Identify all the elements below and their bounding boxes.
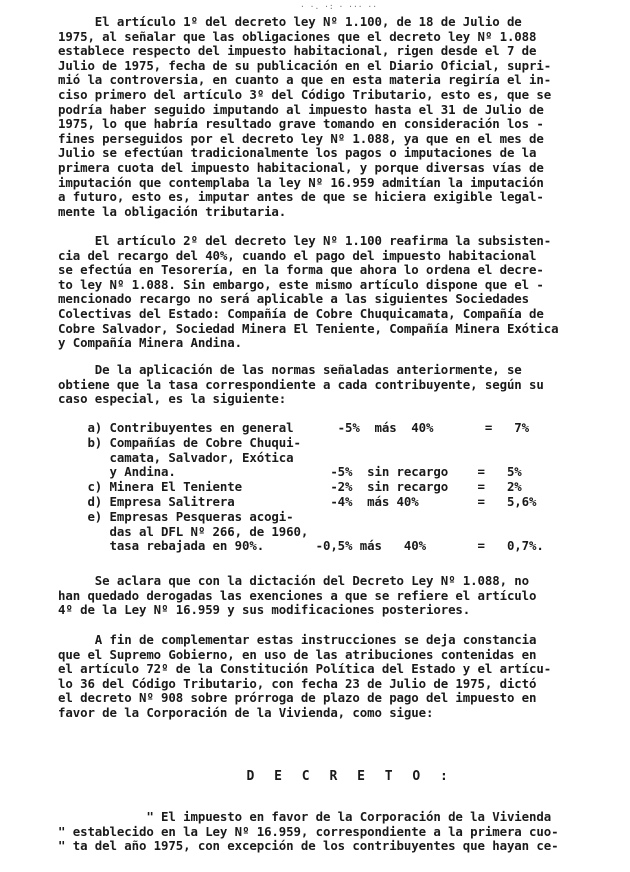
- text-line: A fin de complementar estas instrucciones se deja constancia: [58, 632, 537, 647]
- text-line: das al DFL Nº 266, de 1960,: [58, 523, 309, 539]
- text-line: han quedado derogadas las exenciones a que se refiere el artículo: [58, 587, 537, 603]
- text-line: a futuro, esto es, imputar antes de que se hiciera exigible legal-: [58, 189, 544, 205]
- text-line: Julio se efectúan tradicionalmente los pagos o imputaciones de la: [58, 145, 537, 161]
- text-line: mió la controversia, en cuanto a que en esta materia regiría el in-: [58, 72, 552, 88]
- text-line: mencionado recargo no será aplicable a las siguientes Sociedades: [58, 291, 530, 307]
- text-line: El artículo 2º del decreto ley Nº 1.100 reafirma la subsisten-: [58, 233, 552, 248]
- text-line: camata, Salvador, Exótica: [58, 449, 294, 465]
- text-line: b) Compañías de Cobre Chuqui-: [58, 434, 301, 450]
- text-line: el decreto Nº 908 sobre prórroga de plazo de pago del impuesto en: [58, 690, 537, 706]
- text-line: favor de la Corporación de la Vivienda, como sigue:: [58, 705, 434, 720]
- text-line: Colectivas del Estado: Compañía de Cobre Chuquicamata, Compañía de: [58, 306, 544, 321]
- text-line: 4º de la Ley Nº 16.959 y sus modificaciones posteriores.: [58, 602, 471, 618]
- heading-text: D E C R E T O :: [205, 769, 454, 784]
- text-line: " El impuesto en favor de la Corporación de la Vivienda: [58, 809, 552, 824]
- text-line: El artículo 1º del decreto ley Nº 1.100, de 18 de Julio de: [58, 14, 522, 29]
- text-line: fines perseguidos por el decreto ley Nº 1.088, ya que en el mes de: [58, 130, 544, 146]
- text-line: cia del recargo del 40%, cuando el pago del impuesto habitacional: [58, 247, 537, 263]
- text-line: Cobre Salvador, Sociedad Minera El Teniente, Compañía Minera Exótica: [58, 320, 559, 336]
- text-line: De la aplicación de las normas señaladas anteriormente, se: [58, 362, 522, 377]
- text-line: se efectúa en Tesorería, en la forma que ahora lo ordena el decre-: [58, 262, 544, 278]
- text-line: imputación que contemplaba la ley Nº 16.959 admitían la imputación: [58, 174, 544, 190]
- text-line: y Andina. -5% sin recargo = 5%: [58, 464, 522, 480]
- text-line: " ta del año 1975, con excepción de los contribuyentes que hayan ce-: [58, 838, 559, 854]
- text-line: e) Empresas Pesqueras acogi-: [58, 508, 294, 524]
- text-line: " establecido en la Ley Nº 16.959, correspondiente a la primera cuo-: [58, 823, 559, 839]
- text-line: ciso primero del artículo 3º del Código Tributario, esto es, que se: [58, 87, 552, 102]
- text-line: podría haber seguido imputando al impuesto hasta el 31 de Julio de: [58, 101, 544, 117]
- text-line: lo 36 del Código Tributario, con fecha 23 de Julio de 1975, dictó: [58, 675, 537, 691]
- text-line: primera cuota del impuesto habitacional, y porque diversas vías de: [58, 160, 544, 175]
- text-line: establece respecto del impuesto habitacional, rigen desde el 7 de: [58, 43, 537, 59]
- text-line: 1975, lo que habría resultado grave tomando en consideración los -: [58, 116, 544, 132]
- text-line: to ley Nº 1.088. Sin embargo, este mismo artículo dispone que el -: [58, 276, 544, 292]
- text-line: caso especial, es la siguiente:: [58, 391, 287, 407]
- text-line: mente la obligación tributaria.: [58, 203, 287, 219]
- text-line: 1975, al señalar que las obligaciones que el decreto ley Nº 1.088: [58, 28, 537, 44]
- text-line: c) Minera El Teniente -2% sin recargo = 2%: [58, 479, 522, 495]
- text-line: que el Supremo Gobierno, en uso de las atribuciones contenidas en: [58, 646, 537, 662]
- text-line: y Compañía Minera Andina.: [58, 335, 242, 351]
- scan-noise: · ·. ·: · ··· ··: [300, 2, 378, 11]
- text-line: d) Empresa Salitrera -4% más 40% = 5,6%: [58, 494, 537, 509]
- text-line: obtiene que la tasa correspondiente a cada contribuyente, según su: [58, 376, 544, 392]
- text-line: el artículo 72º de la Constitución Política del Estado y el artícu-: [58, 661, 552, 677]
- text-line: tasa rebajada en 90%. -0,5% más 40% = 0,7%.: [58, 538, 544, 554]
- text-line: Se aclara que con la dictación del Decreto Ley Nº 1.088, no: [58, 573, 530, 588]
- text-line: Julio de 1975, fecha de su publicación en el Diario Oficial, supri-: [58, 57, 552, 73]
- text-line: a) Contribuyentes en general -5% más 40% = 7%: [58, 420, 530, 435]
